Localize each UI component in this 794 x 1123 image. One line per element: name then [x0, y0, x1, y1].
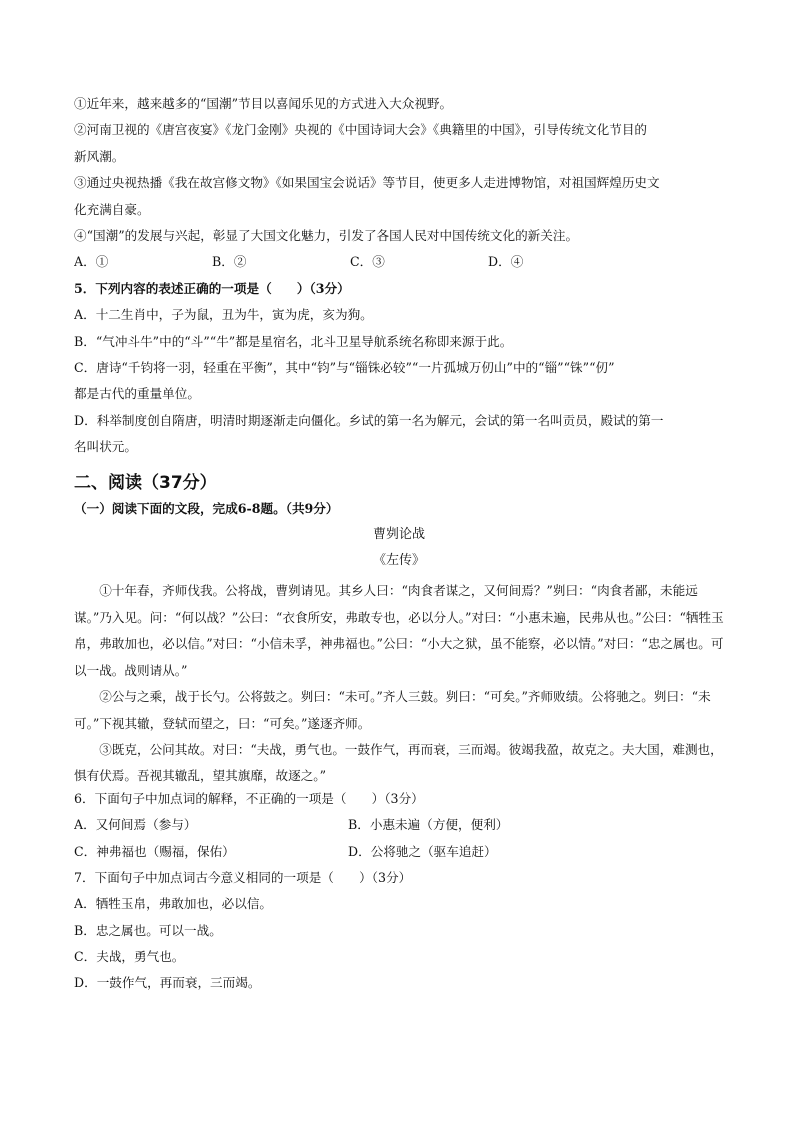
- q6-option-d: D．公将驰之（驱车追赶）: [348, 843, 497, 859]
- passage-paragraph-1: ①十年春，齐师伐我。公将战，曹刿请见。其乡人曰：“肉食者谋之，又何间焉？”刿曰：“肉食者鄙，未能远谋。”乃入见。问：“何以战？”公曰：“衣食所安，弗敢专也，必以分人。”对曰：“小惠未遍，民弗从也。”公曰：“牺牲玉帛，弗敢加也，必以信。”对曰：“小信未孚，神弗福也。”公曰：“小大之狱，虽不能察，必以情。”对曰：“忠之属也。可以一战。战则请从。”: [74, 583, 724, 678]
- passage-paragraph-3: ③既克，公问其故。对曰：“夫战，勇气也。一鼓作气，再而衰，三而竭。彼竭我盈，故克之。夫大国，难测也，惧有伏焉。吾视其辙乱，望其旗靡，故逐之。”: [74, 741, 723, 784]
- q5-option-d: D．科举制度创自隋唐，明清时期逐渐走向僵化。乡试的第一名为解元，会试的第一名叫贡员，殿试的第一: [74, 412, 664, 428]
- q7-option-b: B．忠之属也。可以一战。: [74, 922, 222, 938]
- q5-option-b: B．“气冲斗牛”中的“斗”“牛”都是星宿名，北斗卫星导航系统名称即来源于此。: [74, 333, 513, 349]
- q4-statement-3: ③通过央视热播《我在故宫修文物》《如果国宝会说话》等节目，使更多人走进博物馆，对祖国辉煌历史文: [74, 175, 660, 191]
- q6-option-a: A．又何间焉（参与）: [74, 817, 197, 833]
- q5-option-a: A．十二生肖中，子为鼠，丑为牛，寅为虎，亥为狗。: [74, 307, 373, 323]
- q5-option-c-cont: 都是古代的重量单位。: [74, 386, 200, 402]
- q6-options-row-1: [74, 816, 724, 842]
- q5-option-d-cont: 名叫状元。: [74, 439, 137, 455]
- q4-statement-4: ④“国潮”的发展与兴起，彰显了大国文化魅力，引发了各国人民对中国传统文化的新关注。: [74, 227, 579, 243]
- q7-option-d: D．一鼓作气，再而衰，三而竭。: [74, 975, 261, 991]
- passage-title: 曹刿论战: [372, 527, 425, 543]
- section-heading: 二、阅读（37分）: [74, 473, 217, 494]
- q4-option-a: A．①: [74, 254, 109, 270]
- q7-option-c: C．夫战，勇气也。: [74, 949, 185, 965]
- q6-stem: 6．下面句子中加点词的解释，不正确的一项是（ ）（3分）: [74, 790, 424, 806]
- passage-paragraph-2: ②公与之乘，战于长勺。公将鼓之。刿曰：“未可。”齐人三鼓。刿曰：“可矣。”齐师败绩。公将驰之。刿曰：“未可。”下视其辙，登轼而望之，曰：“可矣。”遂逐齐师。: [74, 689, 711, 731]
- q4-option-d: D．④: [488, 254, 524, 270]
- q4-statement-2-cont: 新风潮。: [74, 148, 125, 164]
- q5-option-c: C．唐诗“千钧将一羽，轻重在平衡”，其中“钧”与“锱铢必较”“一片孤城万仞山”中的“锱”“铢”“仞”: [74, 359, 615, 375]
- q4-option-b: B．②: [212, 254, 247, 270]
- q4-statement-2: ②河南卫视的《唐宫夜宴》《龙门金刚》央视的《中国诗词大会》《典籍里的中国》，引导传统文化节目的: [74, 122, 648, 138]
- q6-option-c: C．神弗福也（赐福，保佑）: [74, 843, 235, 859]
- q5-stem: 5．下列内容的表述正确的一项是（ ）（3分）: [74, 280, 350, 296]
- q4-statement-3-cont: 化充满自豪。: [74, 201, 150, 217]
- q7-stem: 7．下面句子中加点词古今意义相同的一项是（ ）（3分）: [74, 869, 412, 885]
- q4-option-c: C．③: [350, 254, 385, 270]
- q4-options: [74, 253, 724, 279]
- passage-source: 《左传》: [372, 553, 425, 569]
- q6-option-b: B．小惠未遍（方便，便利）: [348, 817, 509, 833]
- q6-options-row-2: [74, 843, 724, 869]
- page-content: [74, 95, 724, 1001]
- q4-statement-1: ①近年来，越来越多的“国潮”节目以喜闻乐见的方式进入大众视野。: [74, 96, 453, 111]
- subsection-heading: （一）阅读下面的文段，完成6-8题。（共9分）: [74, 501, 339, 517]
- q7-option-a: A．牺牲玉帛，弗敢加也，必以信。: [74, 896, 273, 912]
